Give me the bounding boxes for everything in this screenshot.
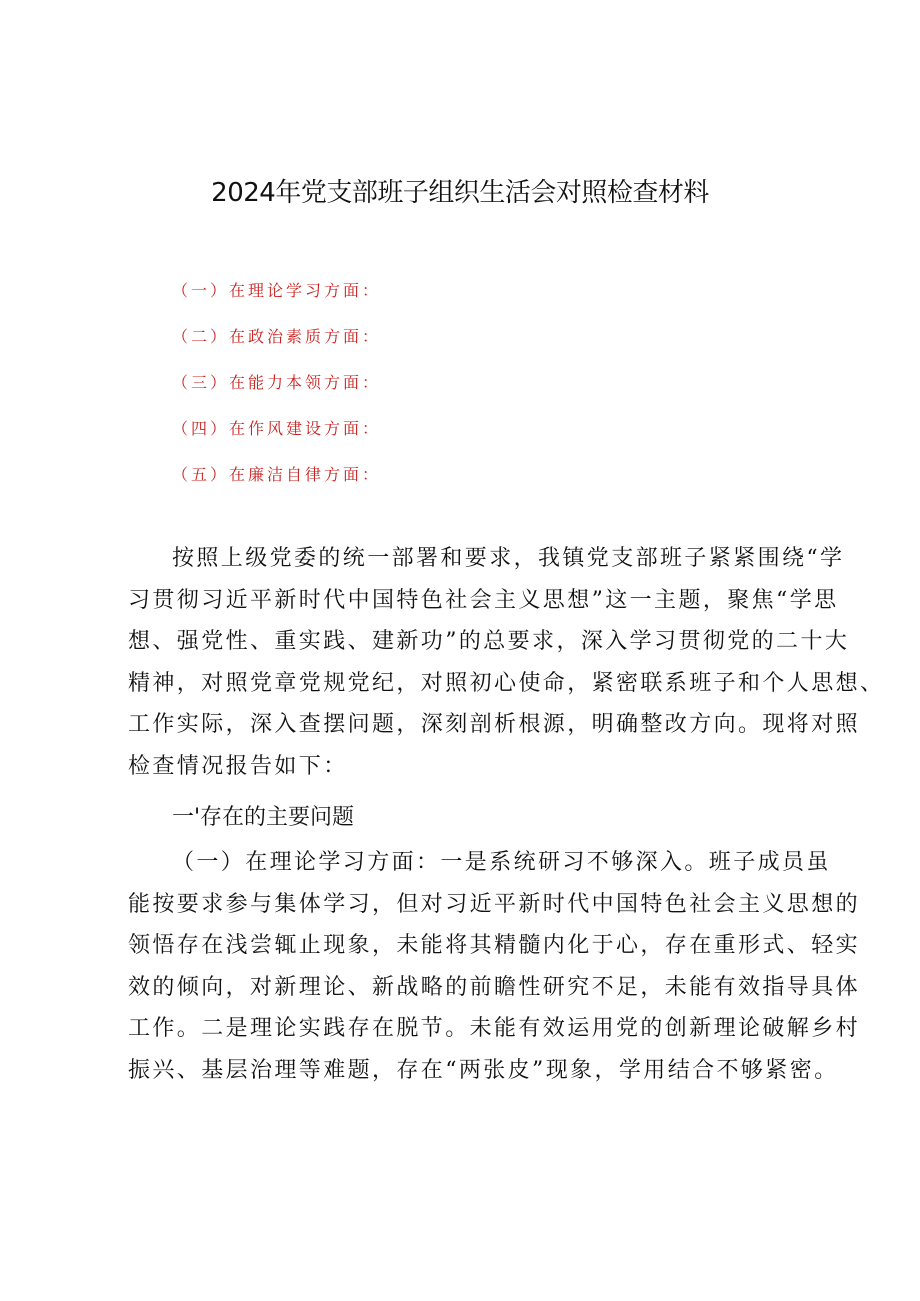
toc-item-theory-study: （一）在理论学习方面： [172,281,382,300]
section1-paragraph [128,842,861,1091]
toc-item-integrity: （五）在廉洁自律方面： [172,465,382,484]
toc-item-work-style: （四）在作风建设方面： [172,419,382,438]
table-of-contents [172,278,381,508]
section-heading: 一'存在的主要问题 [172,805,355,830]
section1-line: 效的倾向，对新理论、新战略的前瞻性研究不足，未能有效指导具体 [128,974,861,1000]
intro-line: 习贯彻习近平新时代中国特色社会主义思想”这一主题，聚焦“学思 [128,587,839,613]
intro-line: 想、强党性、重实践、建新功”的总要求，深入学习贯彻党的二十大 [128,629,850,654]
section1-line: （一）在理论学习方面：一是系统研习不够深入。班子成员虽 [172,850,831,875]
section1-line: 领悟存在浅尝辄止现象，未能将其精髓内化于心，存在重形式、轻实 [128,933,861,958]
toc-item-political-quality: （二）在政治素质方面： [172,327,382,346]
toc-item-capability: （三）在能力本领方面： [172,373,382,392]
intro-paragraph [128,538,885,787]
document-title: 2024年党支部班子组织生活会对照检查材料 [211,178,709,208]
intro-line: 检查情况报告如下： [128,753,348,779]
intro-line: 工作实际，深入查摆问题，深刻剖析根源，明确整改方向。现将对照 [128,712,861,737]
section1-line: 能按要求参与集体学习，但对习近平新时代中国特色社会主义思想的 [128,891,861,917]
section1-line: 振兴、基层治理等难题，存在“两张皮”现象，学用结合不够紧密。 [128,1057,839,1083]
intro-line: 按照上级党委的统一部署和要求，我镇党支部班子紧紧围绕“学 [172,546,845,571]
intro-line: 精神，对照党章党规党纪，对照初心使命，紧密联系班子和个人思想、 [128,670,885,696]
section1-line: 工作。二是理论实践存在脱节。未能有效运用党的创新理论破解乡村 [128,1016,861,1041]
